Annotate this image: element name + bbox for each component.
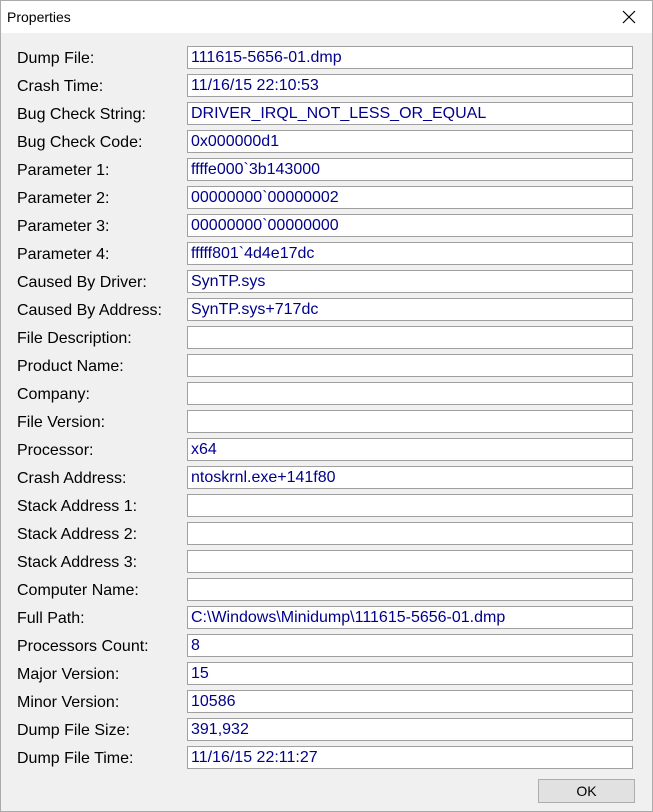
property-value-field[interactable] — [187, 746, 633, 769]
property-value[interactable]: DRIVER_IRQL_NOT_LESS_OR_EQUAL — [191, 105, 487, 122]
window-title: Properties — [7, 9, 71, 25]
property-row — [1, 157, 652, 185]
property-value[interactable]: 8 — [191, 637, 200, 654]
property-row — [1, 661, 652, 689]
property-value-field[interactable] — [187, 662, 633, 685]
property-value-field[interactable] — [187, 186, 633, 209]
property-value-field[interactable] — [187, 158, 633, 181]
property-value[interactable]: fffff801`4d4e17dc — [191, 245, 315, 262]
property-value-field[interactable] — [187, 606, 633, 629]
property-value[interactable]: SynTP.sys — [191, 273, 266, 290]
property-label: Stack Address 1: — [17, 498, 138, 515]
property-value-field[interactable] — [187, 326, 633, 349]
property-label: Crash Time: — [17, 78, 104, 95]
property-value-field[interactable] — [187, 102, 633, 125]
property-value-field[interactable] — [187, 270, 633, 293]
title-bar[interactable] — [1, 1, 652, 33]
property-value-field[interactable] — [187, 466, 633, 489]
property-value[interactable]: 00000000`00000000 — [191, 217, 339, 234]
property-row — [1, 381, 652, 409]
property-value-field[interactable] — [187, 718, 633, 741]
property-label: File Description: — [17, 330, 132, 347]
property-row — [1, 689, 652, 717]
property-value[interactable]: 11/16/15 22:11:27 — [191, 749, 318, 766]
property-row — [1, 297, 652, 325]
property-value-field[interactable] — [187, 634, 633, 657]
property-value[interactable]: 0x000000d1 — [191, 133, 280, 150]
property-row — [1, 213, 652, 241]
property-label: Parameter 2: — [17, 190, 110, 207]
property-label: Dump File: — [17, 50, 95, 67]
property-row — [1, 101, 652, 129]
properties-list — [1, 45, 652, 773]
property-value-field[interactable] — [187, 242, 633, 265]
property-row — [1, 241, 652, 269]
property-label: Dump File Size: — [17, 722, 130, 739]
ok-button[interactable]: OK — [538, 779, 635, 803]
property-value-field[interactable] — [187, 494, 633, 517]
property-label: Dump File Time: — [17, 750, 134, 767]
property-row — [1, 325, 652, 353]
property-label: Minor Version: — [17, 694, 120, 711]
property-value[interactable]: 00000000`00000002 — [191, 189, 339, 206]
property-value[interactable]: x64 — [191, 441, 217, 458]
property-value-field[interactable] — [187, 578, 633, 601]
property-row — [1, 185, 652, 213]
property-value-field[interactable] — [187, 690, 633, 713]
property-value[interactable]: 11/16/15 22:10:53 — [191, 77, 319, 94]
property-value[interactable]: 10586 — [191, 693, 236, 710]
property-label: Computer Name: — [17, 582, 139, 599]
property-label: Major Version: — [17, 666, 120, 683]
property-row — [1, 605, 652, 633]
property-row — [1, 353, 652, 381]
property-value-field[interactable] — [187, 74, 633, 97]
property-label: Full Path: — [17, 610, 85, 627]
property-value[interactable]: ntoskrnl.exe+141f80 — [191, 469, 336, 486]
property-row — [1, 45, 652, 73]
property-value[interactable]: 111615-5656-01.dmp — [191, 49, 342, 66]
property-value-field[interactable] — [187, 382, 633, 405]
property-row — [1, 129, 652, 157]
property-label: Parameter 1: — [17, 162, 110, 179]
property-row — [1, 437, 652, 465]
property-label: File Version: — [17, 414, 106, 431]
property-label: Parameter 4: — [17, 246, 110, 263]
property-value-field[interactable] — [187, 550, 633, 573]
property-row — [1, 577, 652, 605]
property-row — [1, 633, 652, 661]
property-value-field[interactable] — [187, 298, 633, 321]
property-value-field[interactable] — [187, 410, 633, 433]
property-value-field[interactable] — [187, 522, 633, 545]
property-label: Processors Count: — [17, 638, 149, 655]
property-value-field[interactable] — [187, 438, 633, 461]
close-button[interactable] — [606, 1, 652, 33]
property-value[interactable]: C:\Windows\Minidump\111615-5656-01.dmp — [191, 609, 506, 626]
property-row — [1, 549, 652, 577]
property-value[interactable]: SynTP.sys+717dc — [191, 301, 319, 318]
property-row — [1, 269, 652, 297]
property-value-field[interactable] — [187, 46, 633, 69]
property-label: Bug Check Code: — [17, 134, 143, 151]
property-value[interactable]: 391,932 — [191, 721, 249, 738]
property-value-field[interactable] — [187, 130, 633, 153]
property-label: Crash Address: — [17, 470, 127, 487]
property-value-field[interactable] — [187, 354, 633, 377]
property-label: Company: — [17, 386, 90, 403]
property-row — [1, 521, 652, 549]
property-label: Parameter 3: — [17, 218, 110, 235]
property-label: Stack Address 2: — [17, 526, 138, 543]
property-label: Stack Address 3: — [17, 554, 138, 571]
property-label: Caused By Driver: — [17, 274, 147, 291]
close-icon — [622, 10, 636, 24]
property-label: Caused By Address: — [17, 302, 162, 319]
property-row — [1, 493, 652, 521]
property-label: Bug Check String: — [17, 106, 146, 123]
property-label: Processor: — [17, 442, 94, 459]
property-value[interactable]: ffffe000`3b143000 — [191, 161, 321, 178]
property-row — [1, 745, 652, 773]
property-row — [1, 717, 652, 745]
property-value-field[interactable] — [187, 214, 633, 237]
property-label: Product Name: — [17, 358, 124, 375]
property-row — [1, 465, 652, 493]
property-row — [1, 409, 652, 437]
property-value[interactable]: 15 — [191, 665, 209, 682]
property-row — [1, 73, 652, 101]
